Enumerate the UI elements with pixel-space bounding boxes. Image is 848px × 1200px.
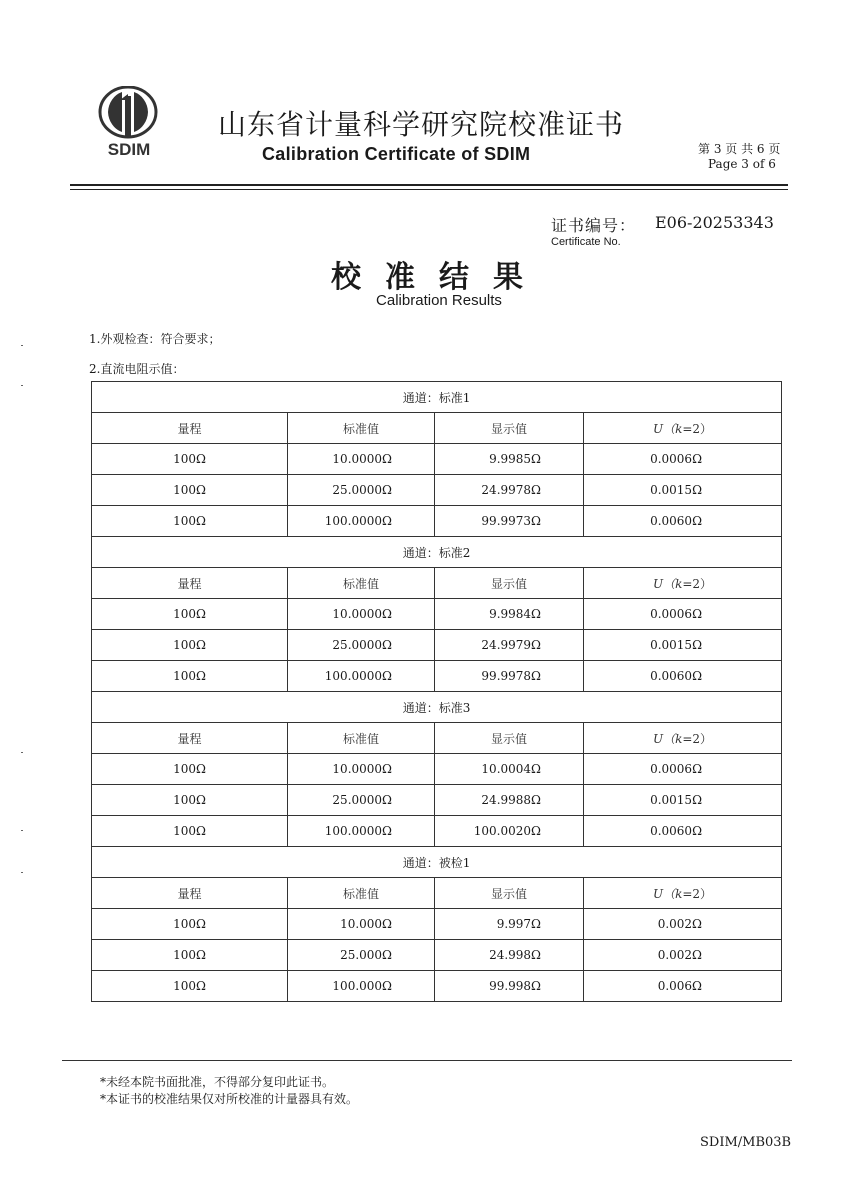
header-rule-thick xyxy=(70,184,788,186)
standard-value-cell: 10.0000Ω xyxy=(288,444,435,475)
uncertainty-header xyxy=(584,723,782,754)
display-value-cell: 99.9973Ω xyxy=(435,506,584,537)
uncertainty-cell: 0.0006Ω xyxy=(584,444,782,475)
uncertainty-cell: 0.0060Ω xyxy=(584,506,782,537)
coverage-factor-symbol: k xyxy=(675,576,683,591)
display-value-cell: 24.9978Ω xyxy=(435,475,584,506)
range-cell: 100Ω xyxy=(92,816,288,847)
display-value-cell: 10.0004Ω xyxy=(435,754,584,785)
uncertainty-cell: 0.0060Ω xyxy=(584,816,782,847)
uncertainty-symbol: U（ xyxy=(652,421,676,436)
display-value-cell: 9.9985Ω xyxy=(435,444,584,475)
sdim-emblem-icon xyxy=(96,86,162,158)
margin-mark xyxy=(21,872,23,873)
display-header: 显示值 xyxy=(435,878,584,909)
range-cell: 100Ω xyxy=(92,506,288,537)
table-row xyxy=(92,630,782,661)
standard-header: 标准值 xyxy=(288,878,435,909)
standard-value-cell: 100.0000Ω xyxy=(288,661,435,692)
display-header: 显示值 xyxy=(435,723,584,754)
table-row xyxy=(92,475,782,506)
certificate-number: E06-20253343 xyxy=(655,213,774,232)
display-value-cell: 24.9988Ω xyxy=(435,785,584,816)
uncertainty-cell: 0.0015Ω xyxy=(584,785,782,816)
range-header: 量程 xyxy=(92,723,288,754)
certificate-title-en: Calibration Certificate of SDIM xyxy=(262,144,531,164)
range-cell: 100Ω xyxy=(92,475,288,506)
coverage-factor-value: =2） xyxy=(682,886,713,901)
logo-text: SDIM xyxy=(107,140,151,158)
uncertainty-cell: 0.002Ω xyxy=(584,940,782,971)
margin-mark xyxy=(21,752,23,753)
channel-row xyxy=(92,382,782,413)
uncertainty-cell: 0.0006Ω xyxy=(584,754,782,785)
certificate-title-cn: 山东省计量科学研究院校准证书 xyxy=(218,108,625,141)
range-header: 量程 xyxy=(92,568,288,599)
channel-name: 通道：标准2 xyxy=(92,537,782,568)
standard-value-cell: 25.0000Ω xyxy=(288,475,435,506)
display-value-cell: 9.9984Ω xyxy=(435,599,584,630)
standard-header: 标准值 xyxy=(288,568,435,599)
standard-value-cell: 25.0000Ω xyxy=(288,630,435,661)
page-indicator-en: Page 3 of 6 xyxy=(708,157,776,171)
table-row xyxy=(92,661,782,692)
certificate-number-label: 证书编号： xyxy=(551,216,637,235)
coverage-factor-symbol: k xyxy=(675,731,683,746)
uncertainty-cell: 0.0006Ω xyxy=(584,599,782,630)
standard-value-cell: 10.000Ω xyxy=(288,909,435,940)
channel-row xyxy=(92,537,782,568)
margin-mark xyxy=(21,385,23,386)
display-value-cell: 99.9978Ω xyxy=(435,661,584,692)
display-value-cell: 99.998Ω xyxy=(435,971,584,1002)
standard-value-cell: 25.0000Ω xyxy=(288,785,435,816)
results-title-en: Calibration Results xyxy=(376,292,502,309)
uncertainty-cell: 0.002Ω xyxy=(584,909,782,940)
table-row xyxy=(92,754,782,785)
table-row xyxy=(92,971,782,1002)
display-value-cell: 9.997Ω xyxy=(435,909,584,940)
range-header: 量程 xyxy=(92,413,288,444)
coverage-factor-symbol: k xyxy=(675,886,683,901)
coverage-factor-value: =2） xyxy=(682,731,713,746)
calibration-results-table xyxy=(91,381,782,1002)
column-header-row xyxy=(92,878,782,909)
uncertainty-symbol: U（ xyxy=(652,576,676,591)
uncertainty-cell: 0.0015Ω xyxy=(584,630,782,661)
range-cell: 100Ω xyxy=(92,630,288,661)
page-indicator-cn: 第 3 页 共 6 页 xyxy=(698,142,781,156)
sdim-logo xyxy=(96,86,162,158)
results-title-cn: 校准结果 xyxy=(331,260,547,295)
range-cell: 100Ω xyxy=(92,599,288,630)
display-value-cell: 24.9979Ω xyxy=(435,630,584,661)
column-header-row xyxy=(92,568,782,599)
uncertainty-cell: 0.0060Ω xyxy=(584,661,782,692)
display-header: 显示值 xyxy=(435,413,584,444)
range-cell: 100Ω xyxy=(92,971,288,1002)
range-header: 量程 xyxy=(92,878,288,909)
column-header-row xyxy=(92,413,782,444)
uncertainty-cell: 0.006Ω xyxy=(584,971,782,1002)
footer-note-validity: *本证书的校准结果仅对所校准的计量器具有效。 xyxy=(100,1092,359,1106)
standard-value-cell: 10.0000Ω xyxy=(288,599,435,630)
uncertainty-header xyxy=(584,568,782,599)
display-value-cell: 24.998Ω xyxy=(435,940,584,971)
channel-name: 通道：标准3 xyxy=(92,692,782,723)
appearance-check: 1.外观检查：符合要求； xyxy=(89,332,221,346)
range-cell: 100Ω xyxy=(92,754,288,785)
table-row xyxy=(92,816,782,847)
certificate-number-label-en: Certificate No. xyxy=(551,236,621,248)
margin-mark xyxy=(21,345,23,346)
table-row xyxy=(92,909,782,940)
table-row xyxy=(92,506,782,537)
coverage-factor-value: =2） xyxy=(682,576,713,591)
header-rule-thin xyxy=(70,189,788,190)
uncertainty-header xyxy=(584,878,782,909)
display-header: 显示值 xyxy=(435,568,584,599)
channel-row xyxy=(92,847,782,878)
table-row xyxy=(92,785,782,816)
dc-resistance-heading: 2.直流电阻示值： xyxy=(89,362,185,376)
range-cell: 100Ω xyxy=(92,785,288,816)
range-cell: 100Ω xyxy=(92,940,288,971)
standard-value-cell: 100.0000Ω xyxy=(288,506,435,537)
standard-value-cell: 10.0000Ω xyxy=(288,754,435,785)
margin-mark xyxy=(21,830,23,831)
standard-value-cell: 100.000Ω xyxy=(288,971,435,1002)
channel-name: 通道：标准1 xyxy=(92,382,782,413)
table-row xyxy=(92,599,782,630)
uncertainty-cell: 0.0015Ω xyxy=(584,475,782,506)
channel-name: 通道：被检1 xyxy=(92,847,782,878)
uncertainty-header xyxy=(584,413,782,444)
standard-header: 标准值 xyxy=(288,723,435,754)
range-cell: 100Ω xyxy=(92,909,288,940)
form-code: SDIM/MB03B xyxy=(700,1135,792,1150)
standard-value-cell: 100.0000Ω xyxy=(288,816,435,847)
coverage-factor-symbol: k xyxy=(675,421,683,436)
table-row xyxy=(92,940,782,971)
range-cell: 100Ω xyxy=(92,661,288,692)
table-row xyxy=(92,444,782,475)
coverage-factor-value: =2） xyxy=(682,421,713,436)
column-header-row xyxy=(92,723,782,754)
standard-value-cell: 25.000Ω xyxy=(288,940,435,971)
footer-note-copy: *未经本院书面批准，不得部分复印此证书。 xyxy=(100,1075,335,1089)
footer-rule xyxy=(62,1060,792,1061)
display-value-cell: 100.0020Ω xyxy=(435,816,584,847)
uncertainty-symbol: U（ xyxy=(652,886,676,901)
range-cell: 100Ω xyxy=(92,444,288,475)
uncertainty-symbol: U（ xyxy=(652,731,676,746)
channel-row xyxy=(92,692,782,723)
standard-header: 标准值 xyxy=(288,413,435,444)
